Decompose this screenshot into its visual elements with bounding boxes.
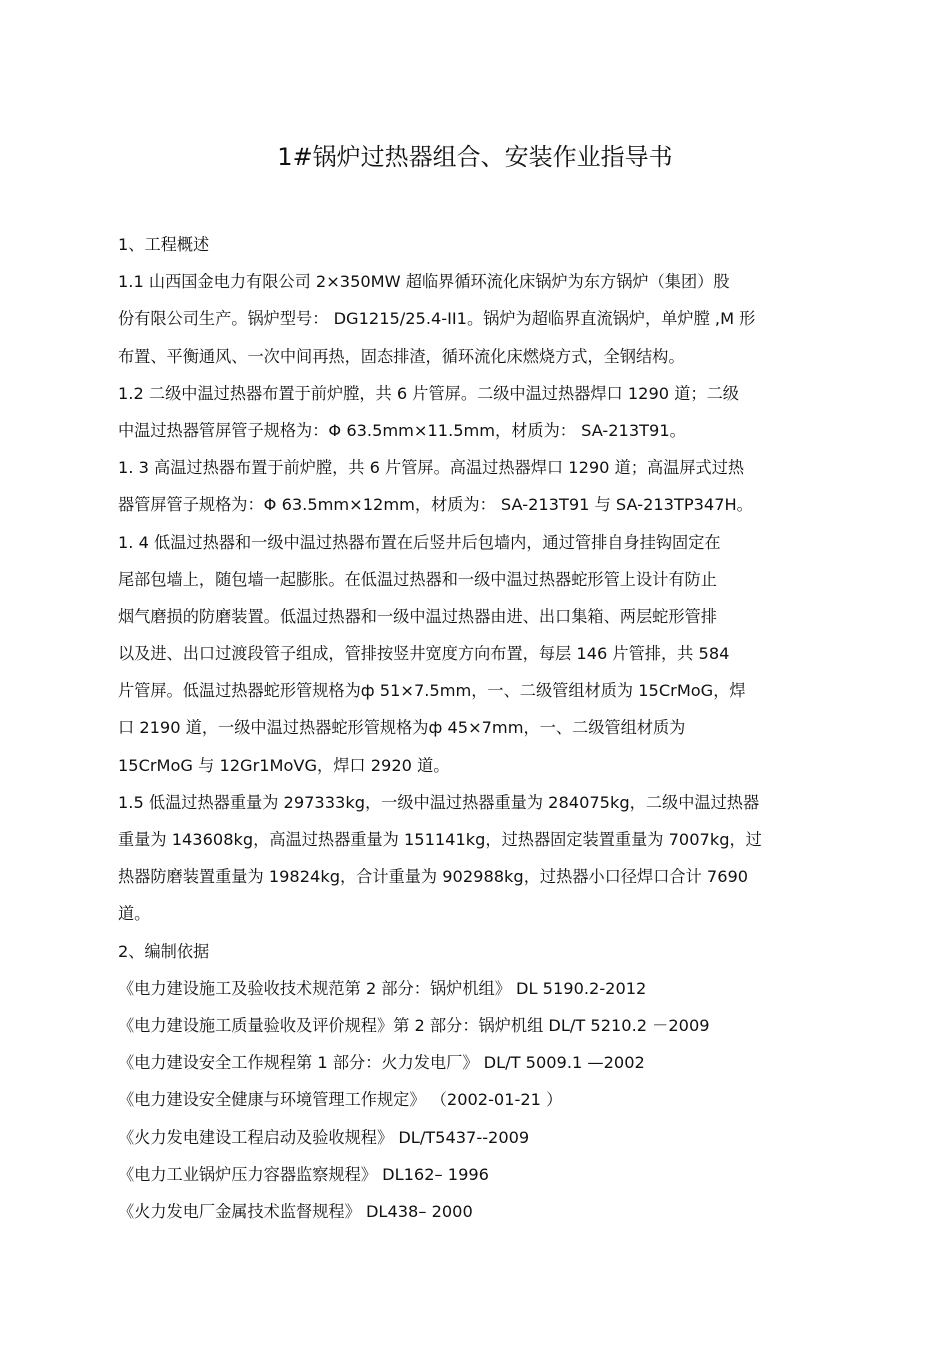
paragraph-line: 15CrMoG 与 12Gr1MoVG，焊口 2920 道。 bbox=[118, 755, 450, 775]
section-heading-basis: 2、编制依据 bbox=[118, 941, 210, 961]
document-title: 1#锅炉过热器组合、安装作业指导书 bbox=[277, 143, 673, 171]
paragraph-line: 重量为 143608kg，高温过热器重量为 151141kg，过热器固定装置重量为 7007kg，过 bbox=[118, 830, 762, 849]
paragraph-line: 1.2 二级中温过热器布置于前炉膛，共 6 片管屏。二级中温过热器焊口 1290 道；二级 bbox=[118, 383, 739, 403]
paragraph-line: 热器防磨装置重量为 19824kg，合计重量为 902988kg，过热器小口径焊口合计 7690 bbox=[118, 867, 749, 887]
paragraph-line: 1. 3 高温过热器布置于前炉膛，共 6 片管屏。高温过热器焊口 1290 道；高温屏式过热 bbox=[118, 458, 745, 478]
paragraph-line: 中温过热器管屏管子规格为：Φ 63.5mm×11.5mm，材质为： SA-213T91。 bbox=[118, 420, 686, 440]
reference-item: 《火力发电建设工程启动及验收规程》 DL/T5437--2009 bbox=[118, 1127, 530, 1147]
paragraph-line: 1. 4 低温过热器和一级中温过热器布置在后竖井后包墙内，通过管排自身挂钩固定在 bbox=[118, 532, 721, 552]
reference-item: 《电力工业锅炉压力容器监察规程》 DL162– 1996 bbox=[118, 1164, 489, 1184]
reference-item: 《电力建设安全工作规程第 1 部分：火力发电厂》 DL/T 5009.1 —2002 bbox=[118, 1053, 645, 1073]
document-body bbox=[118, 226, 838, 1230]
paragraph-line: 1.1 山西国金电力有限公司 2×350MW 超临界循环流化床锅炉为东方锅炉（集团）股 bbox=[118, 272, 730, 292]
section-heading-overview: 1、工程概述 bbox=[118, 235, 210, 254]
reference-item: 《电力建设施工及验收技术规范第 2 部分：锅炉机组》 DL 5190.2-2012 bbox=[118, 978, 647, 998]
paragraph-line: 口 2190 道，一级中温过热器蛇形管规格为ф 45×7mm，一、二级管组材质为 bbox=[118, 718, 686, 738]
reference-item: 《火力发电厂金属技术监督规程》 DL438– 2000 bbox=[118, 1201, 473, 1221]
paragraph-line: 烟气磨损的防磨装置。低温过热器和一级中温过热器由进、出口集箱、两层蛇形管排 bbox=[118, 606, 717, 626]
reference-item: 《电力建设施工质量验收及评价规程》第 2 部分：锅炉机组 DL/T 5210.2 －2009 bbox=[118, 1015, 710, 1035]
paragraph-line: 1.5 低温过热器重量为 297333kg，一级中温过热器重量为 284075kg，二级中温过热器 bbox=[118, 792, 760, 812]
paragraph-line: 份有限公司生产。锅炉型号： DG1215/25.4-II1。锅炉为超临界直流锅炉，单炉膛 ,M 形 bbox=[118, 309, 756, 329]
paragraph-line: 器管屏管子规格为：Φ 63.5mm×12mm，材质为： SA-213T91 与 SA-213TP347H。 bbox=[118, 495, 753, 515]
paragraph-line: 尾部包墙上，随包墙一起膨胀。在低温过热器和一级中温过热器蛇形管上设计有防止 bbox=[118, 569, 717, 589]
paragraph-line: 片管屏。低温过热器蛇形管规格为ф 51×7.5mm，一、二级管组材质为 15CrMoG，焊 bbox=[118, 681, 746, 701]
paragraph-line: 道。 bbox=[118, 904, 151, 924]
reference-item: 《电力建设安全健康与环境管理工作规定》 （2002-01-21 ） bbox=[118, 1090, 563, 1110]
paragraph-line: 以及进、出口过渡段管子组成，管排按竖井宽度方向布置，每层 146 片管排，共 584 bbox=[118, 644, 730, 664]
paragraph-line: 布置、平衡通风、一次中间再热，固态排渣，循环流化床燃烧方式，全钢结构。 bbox=[118, 346, 685, 366]
